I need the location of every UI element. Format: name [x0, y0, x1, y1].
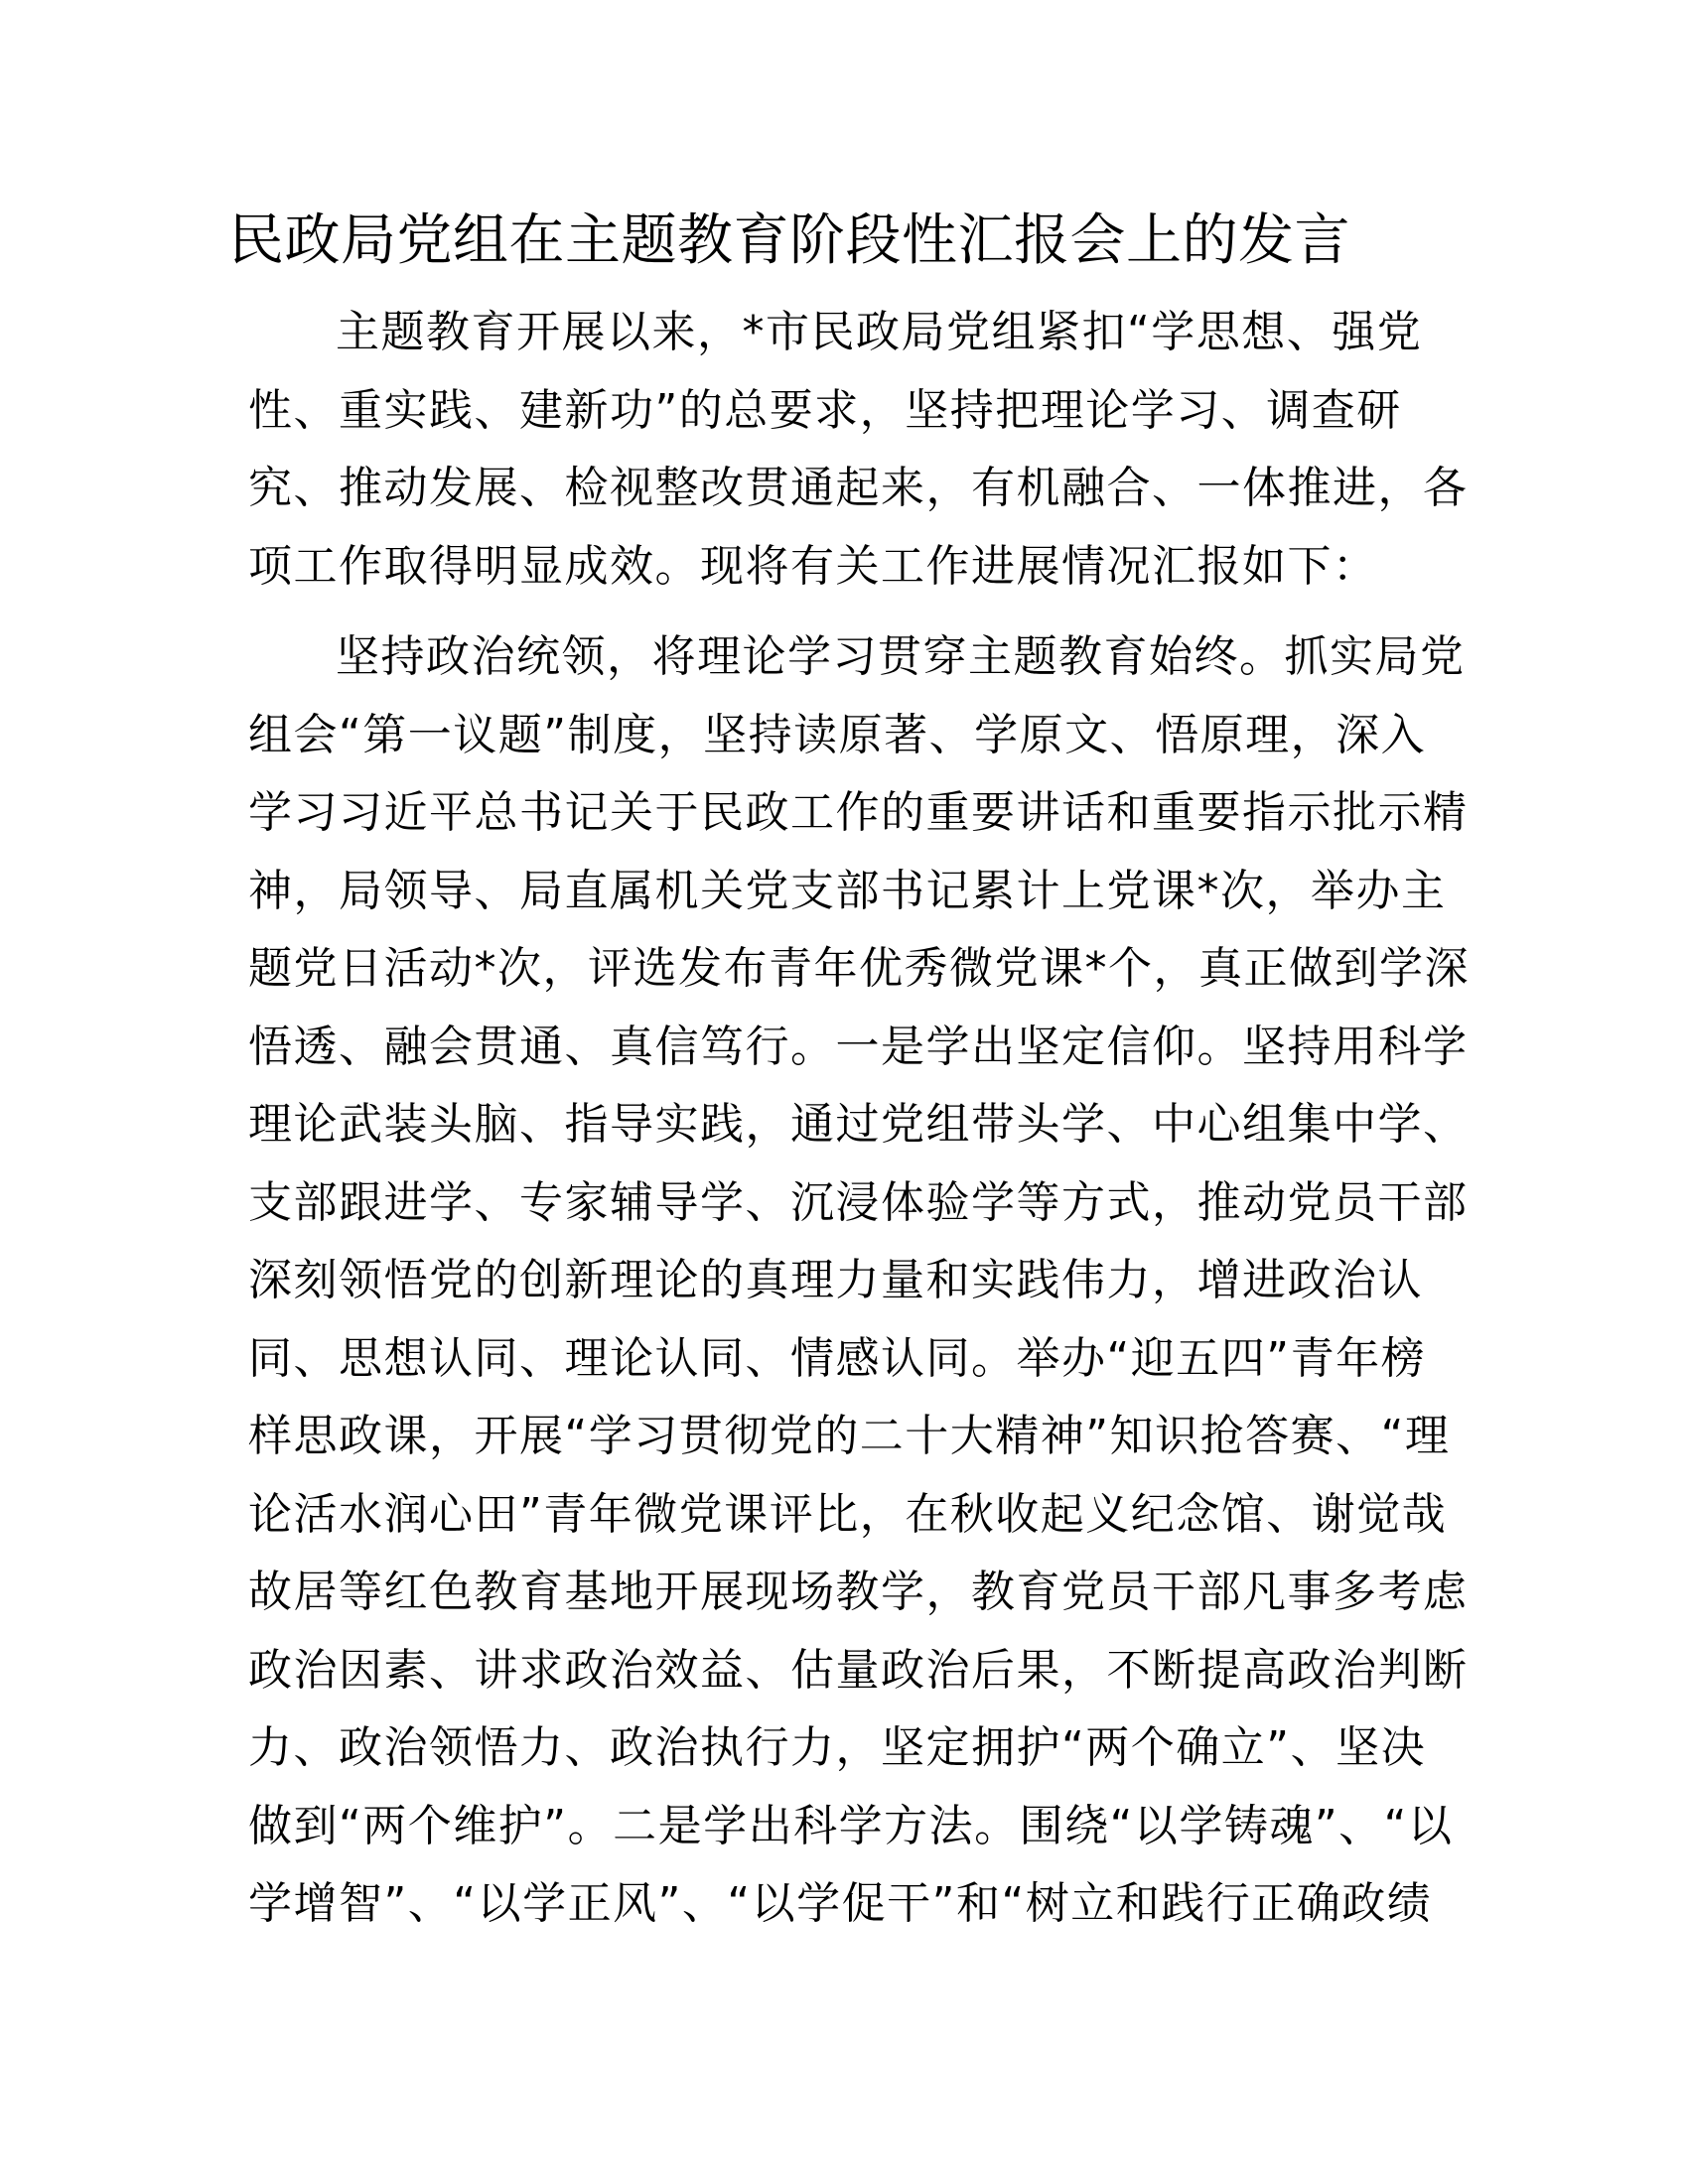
document-title: 民政局党组在主题教育阶段性汇报会上的发言: [228, 208, 1350, 273]
text-line: 悟透、融会贯通、真信笃行。一是学出坚定信仰。坚持用科学: [248, 1021, 1469, 1072]
text-line: 样思政课，开展“学习贯彻党的二十大精神”知识抢答赛、“理: [248, 1411, 1451, 1461]
paragraph-political-leadership: [248, 618, 1470, 1944]
text-line: 神，局领导、局直属机关党支部书记累计上党课*次，举办主: [248, 865, 1447, 916]
text-line: 理论武装头脑、指导实践，通过党组带头学、中心组集中学、: [248, 1099, 1469, 1150]
text-line: 学习习近平总书记关于民政工作的重要讲话和重要指示批示精: [248, 787, 1469, 838]
text-line: 主题教育开展以来，*市民政局党组紧扣“学思想、强党: [336, 307, 1423, 357]
text-line: 力、政治领悟力、政治执行力，坚定拥护“两个确立”、坚决: [248, 1722, 1427, 1773]
text-line: 学增智”、“以学正风”、“以学促干”和“树立和践行正确政绩: [248, 1878, 1433, 1929]
text-line: 同、思想认同、理论认同、情感认同。举办“迎五四”青年榜: [248, 1332, 1427, 1384]
paragraph-intro: [248, 294, 1469, 606]
text-line: 论活水润心田”青年微党课评比，在秋收起义纪念馆、谢觉哉: [248, 1488, 1448, 1540]
text-line: 故居等红色教育基地开展现场教学，教育党员干部凡事多考虑: [248, 1567, 1469, 1617]
text-line: 深刻领悟党的创新理论的真理力量和实践伟力，增进政治认: [248, 1255, 1423, 1305]
text-line: 政治因素、讲求政治效益、估量政治后果，不断提高政治判断: [248, 1644, 1469, 1696]
text-line: 组会“第一议题”制度，坚持读原著、学原文、悟原理，深入: [248, 709, 1427, 760]
text-line: 题党日活动*次，评选发布青年优秀微党课*个，真正做到学深: [248, 943, 1470, 994]
document-body: [248, 294, 1470, 1944]
text-line: 究、推动发展、检视整改贯通起来，有机融合、一体推进，各: [248, 463, 1469, 513]
text-line: 支部跟进学、专家辅导学、沉浸体验学等方式，推动党员干部: [248, 1176, 1469, 1228]
text-line: 坚持政治统领，将理论学习贯穿主题教育始终。抓实局党: [336, 631, 1466, 682]
text-line: 做到“两个维护”。二是学出科学方法。围绕“以学铸魂”、“以: [248, 1800, 1454, 1851]
text-line: 项工作取得明显成效。现将有关工作进展情况汇报如下：: [248, 540, 1378, 592]
text-line: 性、重实践、建新功”的总要求，坚持把理论学习、调查研: [248, 384, 1402, 436]
